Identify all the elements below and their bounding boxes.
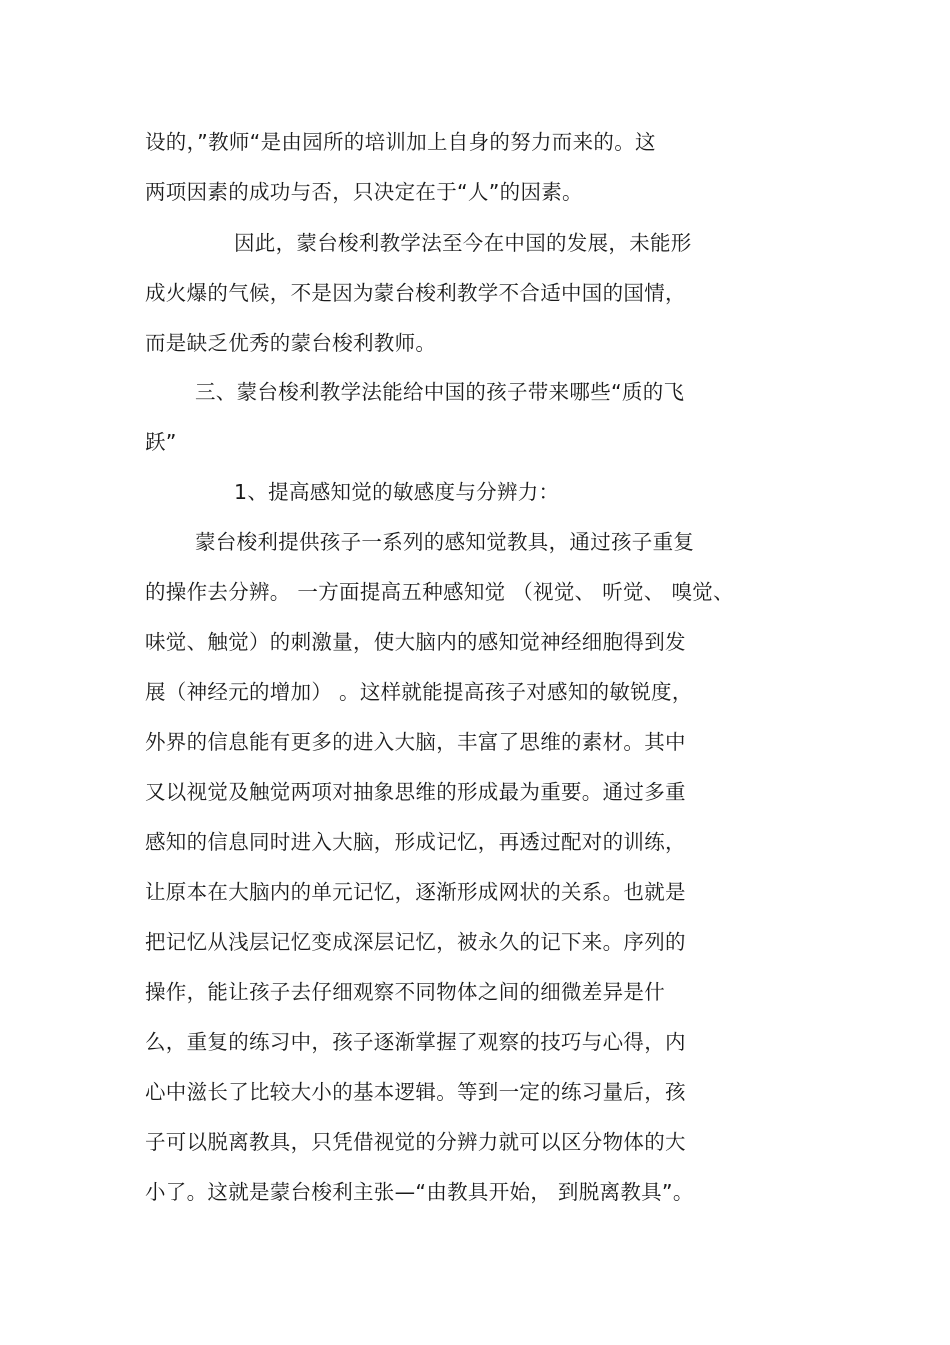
text-line: 成火爆的气候，不是因为蒙台梭利教学不合适中国的国情， — [145, 281, 686, 305]
text-line: 展（神经元的增加） 。这样就能提高孩子对感知的敏锐度， — [145, 680, 693, 704]
text-line: 蒙台梭利提供孩子一系列的感知觉教具，通过孩子重复 — [195, 530, 695, 554]
text-line: 把记忆从浅层记忆变成深层记忆，被永久的记下来。序列的 — [145, 930, 686, 954]
text-line: 心中滋长了比较大小的基本逻辑。等到一定的练习量后，孩 — [145, 1080, 686, 1104]
text-line: 么，重复的练习中，孩子逐渐掌握了观察的技巧与心得，内 — [145, 1030, 686, 1054]
text-line: 因此，蒙台梭利教学法至今在中国的发展，未能形 — [234, 231, 692, 255]
text-line: 子可以脱离教具，只凭借视觉的分辨力就可以区分物体的大 — [145, 1130, 686, 1154]
text-line: 的操作去分辨。 一方面提高五种感知觉 （视觉、 听觉、 嗅觉、 — [145, 580, 734, 604]
text-line: 让原本在大脑内的单元记忆，逐渐形成网状的关系。也就是 — [145, 880, 686, 904]
section-heading: 三、蒙台梭利教学法能给中国的孩子带来哪些“质的飞 — [195, 380, 685, 404]
text-line: 两项因素的成功与否，只决定在于“人”的因素。 — [145, 180, 583, 204]
text-line: 设的，”教师“是由园所的培训加上自身的努力而来的。这 — [145, 130, 656, 154]
text-line: 小了。这就是蒙台梭利主张—“由教具开始， 到脱离教具”。 — [145, 1180, 694, 1204]
text-line: 味觉、触觉）的刺激量，使大脑内的感知觉神经细胞得到发 — [145, 630, 686, 654]
text-line: 又以视觉及触觉两项对抽象思维的形成最为重要。通过多重 — [145, 780, 686, 804]
text-line: 感知的信息同时进入大脑，形成记忆，再透过配对的训练， — [145, 830, 686, 854]
subsection-heading: 1、提高感知觉的敏感度与分辨力： — [234, 480, 560, 504]
section-heading-continued: 跃” — [145, 430, 177, 454]
text-line: 而是缺乏优秀的蒙台梭利教师。 — [145, 331, 437, 355]
text-line: 外界的信息能有更多的进入大脑，丰富了思维的素材。其中 — [145, 730, 686, 754]
text-line: 操作，能让孩子去仔细观察不同物体之间的细微差异是什 — [145, 980, 665, 1004]
